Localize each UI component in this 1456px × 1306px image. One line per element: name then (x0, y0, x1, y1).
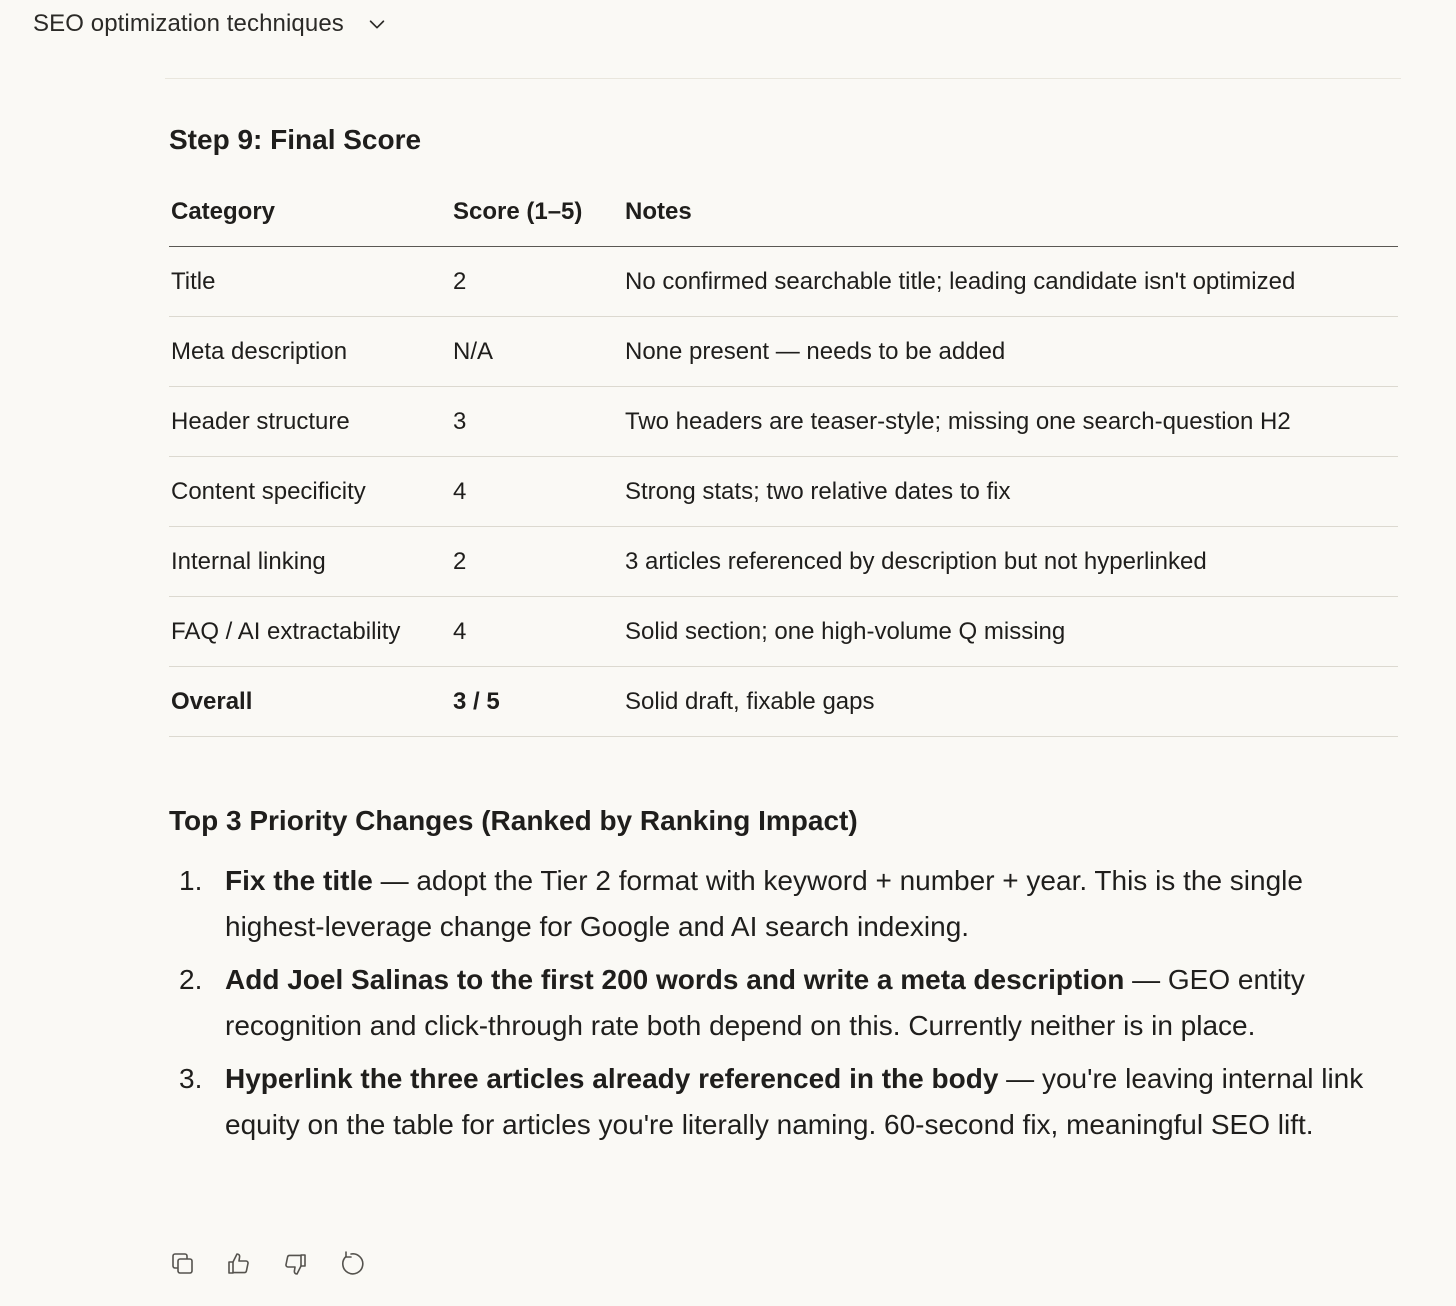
notes-cell: Solid draft, fixable gaps (623, 667, 1398, 737)
thumbs-up-icon (225, 1250, 253, 1278)
table-row (169, 387, 1398, 457)
thumbs-down-icon (281, 1250, 309, 1278)
column-header-category: Category (169, 178, 451, 247)
score-cell: 2 (451, 247, 623, 317)
retry-icon (337, 1250, 365, 1278)
copy-button[interactable] (169, 1248, 197, 1280)
chat-title: SEO optimization techniques (33, 10, 344, 37)
list-item (169, 858, 1369, 950)
category-cell: Internal linking (169, 527, 451, 597)
table-row (169, 527, 1398, 597)
table-row-overall (169, 667, 1398, 737)
category-cell: FAQ / AI extractability (169, 597, 451, 667)
notes-cell: No confirmed searchable title; leading candidate isn't optimized (623, 247, 1398, 317)
list-item (169, 1056, 1369, 1148)
notes-cell: Two headers are teaser-style; missing one search-question H2 (623, 387, 1398, 457)
priorities-list (169, 858, 1369, 1155)
notes-cell: Solid section; one high-volume Q missing (623, 597, 1398, 667)
chevron-down-icon (366, 13, 388, 35)
list-item-text: — adopt the Tier 2 format with keyword + number + year. This is the single highest-leverage change for Google and AI search indexing. (225, 865, 1303, 942)
thumbs-down-button[interactable] (281, 1248, 309, 1280)
table-row (169, 597, 1398, 667)
copy-icon (169, 1250, 197, 1278)
category-cell: Overall (169, 667, 451, 737)
table-row (169, 317, 1398, 387)
score-table (169, 178, 1398, 737)
score-cell: 2 (451, 527, 623, 597)
score-cell: 3 / 5 (451, 667, 623, 737)
list-item-heading: Hyperlink the three articles already referenced in the body (225, 1063, 999, 1094)
priorities-title: Top 3 Priority Changes (Ranked by Ranking Impact) (169, 805, 858, 836)
table-header-row (169, 178, 1398, 247)
notes-cell: Strong stats; two relative dates to fix (623, 457, 1398, 527)
step-title: Step 9: Final Score (169, 124, 422, 155)
list-number: 2. (179, 964, 203, 995)
chat-title-dropdown[interactable] (33, 10, 388, 38)
notes-cell: None present — needs to be added (623, 317, 1398, 387)
list-number: 3. (179, 1063, 203, 1094)
thumbs-up-button[interactable] (225, 1248, 253, 1280)
score-cell: 4 (451, 597, 623, 667)
score-cell: N/A (451, 317, 623, 387)
category-cell: Meta description (169, 317, 451, 387)
table-row (169, 457, 1398, 527)
header-divider (165, 78, 1401, 79)
list-item-text: — GEO entity recognition and click-through rate both depend on this. Currently neither is in place. (225, 964, 1305, 1041)
notes-cell: 3 articles referenced by description but not hyperlinked (623, 527, 1398, 597)
message-actions (169, 1248, 365, 1280)
category-cell: Title (169, 247, 451, 317)
list-number: 1. (179, 865, 203, 896)
list-item-text: — you're leaving internal link equity on the table for articles you're literally naming. 60-second fix, meaningful SEO lift. (225, 1063, 1364, 1140)
list-item-heading: Add Joel Salinas to the first 200 words and write a meta description (225, 964, 1125, 995)
list-item-heading: Fix the title (225, 865, 373, 896)
column-header-score: Score (1–5) (451, 178, 623, 247)
category-cell: Header structure (169, 387, 451, 457)
score-cell: 4 (451, 457, 623, 527)
list-item (169, 957, 1369, 1049)
top-bar (0, 0, 1456, 56)
score-cell: 3 (451, 387, 623, 457)
table-row (169, 247, 1398, 317)
category-cell: Content specificity (169, 457, 451, 527)
column-header-notes: Notes (623, 178, 1398, 247)
retry-button[interactable] (337, 1248, 365, 1280)
